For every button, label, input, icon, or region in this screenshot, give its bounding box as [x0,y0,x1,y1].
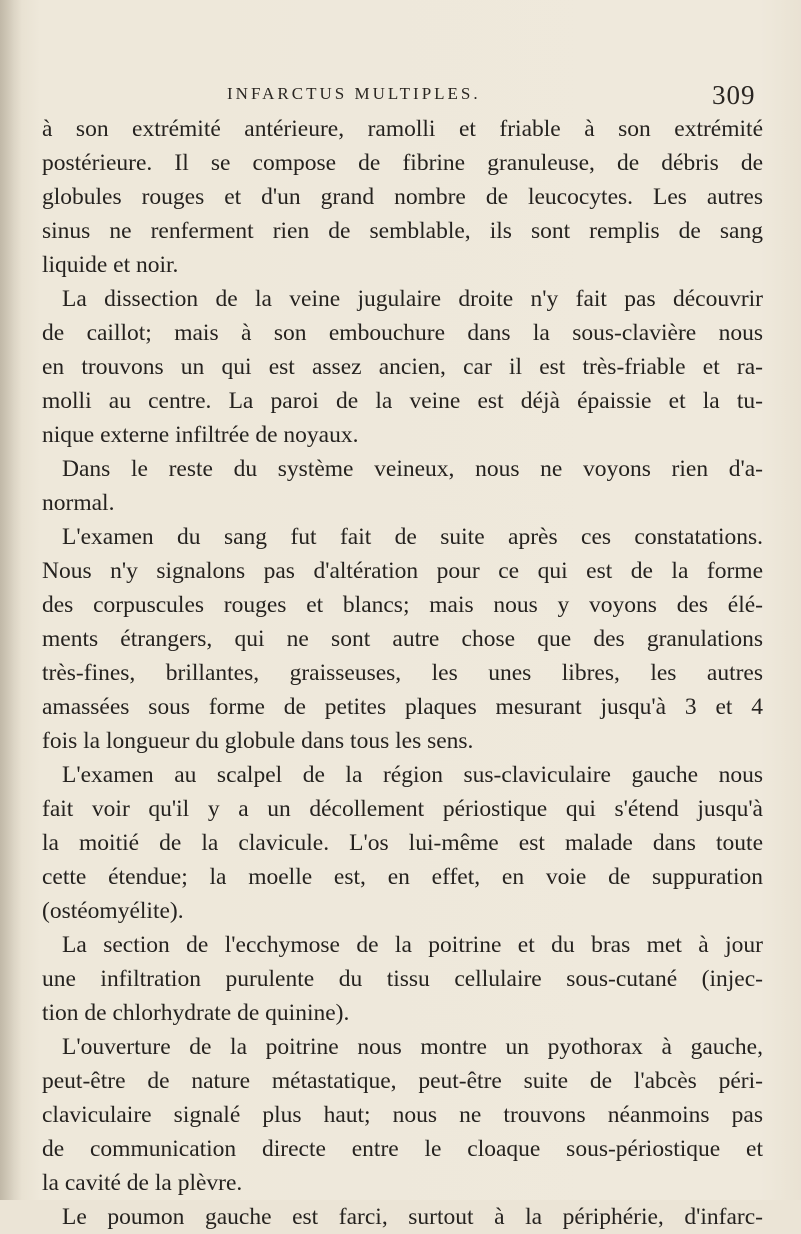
text-line: de caillot; mais à son embouchure dans la sous-clavière nous [42,320,763,346]
text-line: nique externe infiltrée de noyaux. [42,422,359,448]
page-number: 309 [712,80,756,110]
text-line: de communication directe entre le cloaque sous-périostique et [42,1136,763,1162]
text-line: des corpuscules rouges et blancs; mais nous y voyons des élé- [42,592,763,618]
text-line: Le poumon gauche est farci, surtout à la périphérie, d'infarc- [62,1204,763,1230]
text-line: en trouvons un qui est assez ancien, car il est très-friable et ra- [42,354,763,380]
text-line: La dissection de la veine jugulaire droite n'y fait pas découvrir [62,286,763,312]
text-line: normal. [42,490,115,516]
text-line: très-fines, brillantes, graisseuses, les unes libres, les autres [42,660,763,686]
text-line: L'ouverture de la poitrine nous montre un pyothorax à gauche, [62,1034,763,1060]
running-title: INFARCTUS MULTIPLES. [227,84,481,103]
text-line: à son extrémité antérieure, ramolli et friable à son extrémité [42,116,763,142]
text-line: peut-être de nature métastatique, peut-être suite de l'abcès péri- [42,1068,763,1094]
text-line: fois la longueur du globule dans tous les sens. [42,728,474,754]
text-line: claviculaire signalé plus haut; nous ne trouvons néanmoins pas [42,1102,763,1128]
text-line: une infiltration purulente du tissu cellulaire sous-cutané (injec- [42,966,763,992]
text-line: molli au centre. La paroi de la veine est déjà épaissie et la tu- [42,388,763,414]
text-line: sinus ne renferment rien de semblable, ils sont remplis de sang [42,218,763,244]
text-line: Dans le reste du système veineux, nous ne voyons rien d'a- [62,456,763,482]
text-line: la moitié de la clavicule. L'os lui-même est malade dans toute [42,830,763,856]
text-line: tion de chlorhydrate de quinine). [42,1000,350,1026]
text-line: La section de l'ecchymose de la poitrine et du bras met à jour [62,932,763,958]
text-line: postérieure. Il se compose de fibrine granuleuse, de débris de [42,150,763,176]
gutter-shadow [0,0,22,1200]
text-line: L'examen au scalpel de la région sus-claviculaire gauche nous [62,762,763,788]
text-line: (ostéomyélite). [42,898,184,924]
text-line: fait voir qu'il y a un décollement périostique qui s'étend jusqu'à [42,796,763,822]
text-line: L'examen du sang fut fait de suite après ces constatations. [62,524,763,550]
text-line: liquide et noir. [42,252,179,278]
text-line: globules rouges et d'un grand nombre de leucocytes. Les autres [42,184,763,210]
text-line: ments étrangers, qui ne sont autre chose que des granulations [42,626,763,652]
page-header [0,80,801,110]
text-line: amassées sous forme de petites plaques mesurant jusqu'à 3 et 4 [42,694,763,720]
text-line: Nous n'y signalons pas d'altération pour ce qui est de la forme [42,558,763,584]
text-line: cette étendue; la moelle est, en effet, en voie de suppuration [42,864,763,890]
text-line: la cavité de la plèvre. [42,1170,243,1196]
